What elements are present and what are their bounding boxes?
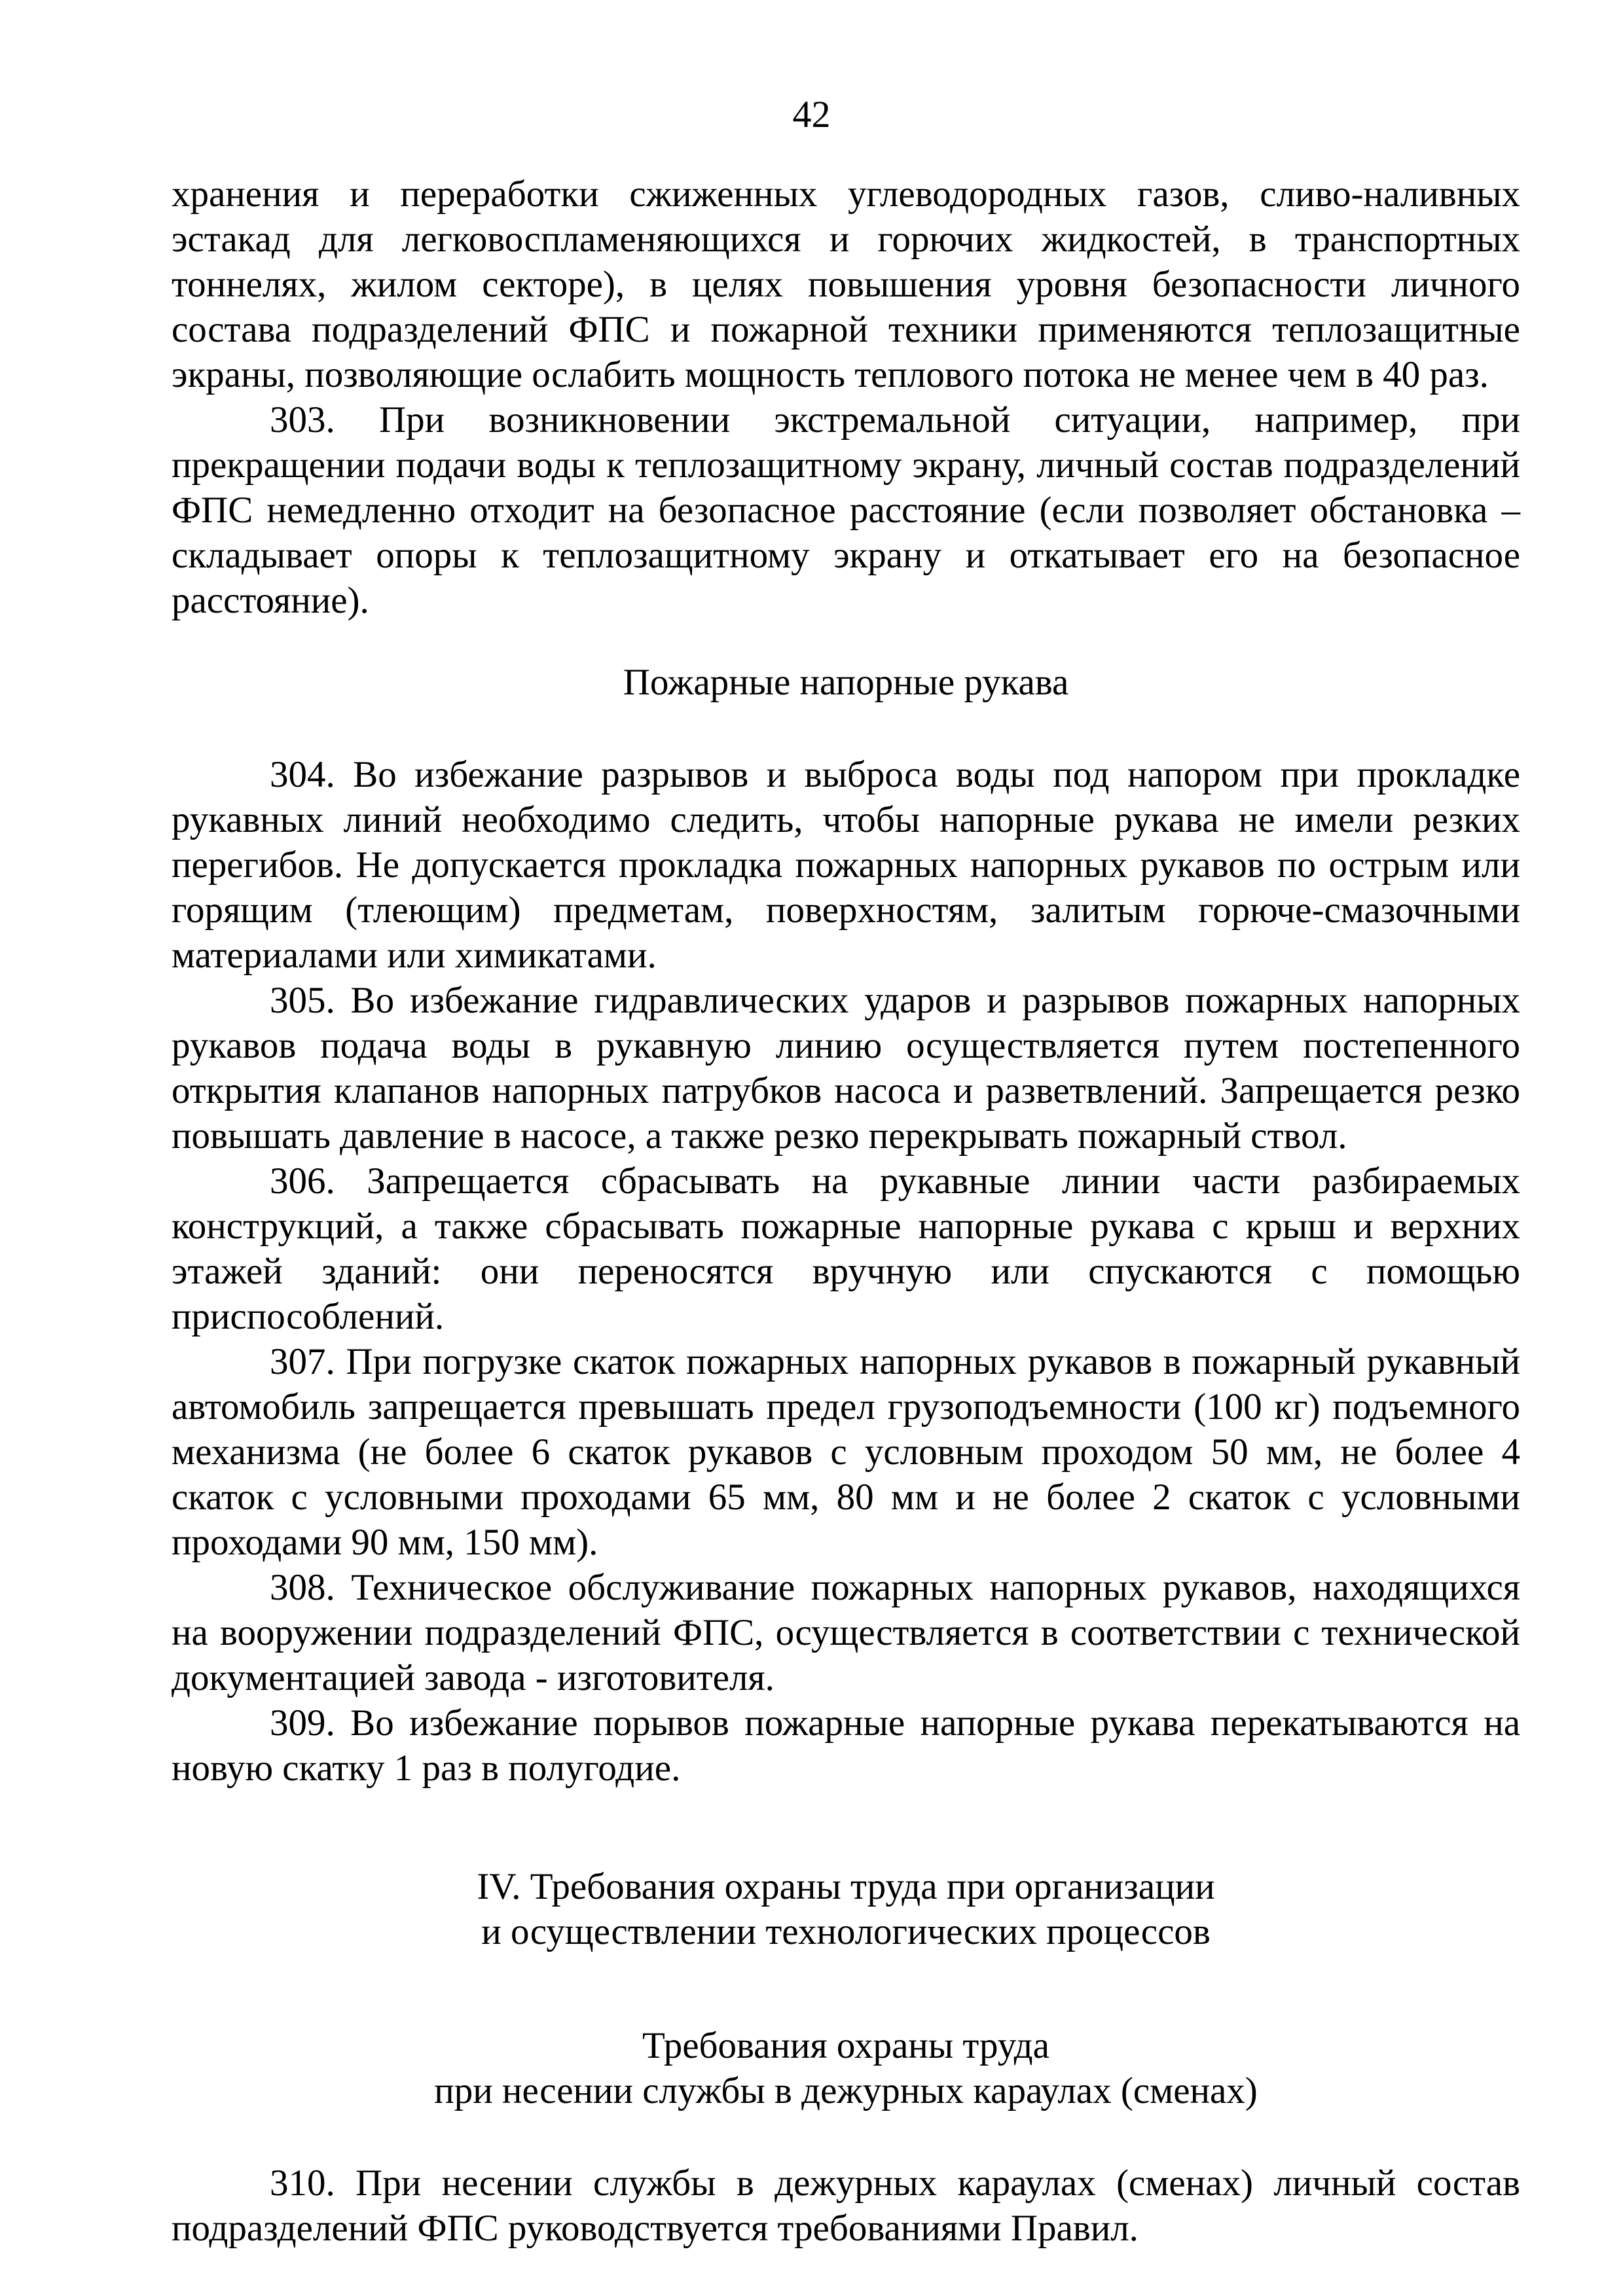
- page-number: 42: [792, 93, 831, 135]
- paragraph-310: 310. При несении службы в дежурных караулах (сменах) личный состав подразделений ФПС руководствуется требованиями Правил.: [172, 2162, 1520, 2249]
- paragraph-309: 309. Во избежание порывов пожарные напорные рукава перекатываются на новую скатку 1 раз в полугодие.: [172, 1702, 1520, 1789]
- section-heading-line-1: IV. Требования охраны труда при организации: [477, 1866, 1215, 1907]
- heading-fire-hoses: Пожарные напорные рукава: [623, 662, 1069, 703]
- section-heading-line-2: и осуществлении технологических процессов: [481, 1911, 1211, 1952]
- paragraph-308: 308. Техническое обслуживание пожарных напорных рукавов, находящихся на вооружении подразделений ФПС, осуществляется в соответствии с технической документацией завода - изготовителя.: [172, 1567, 1520, 1698]
- paragraph-305: 305. Во избежание гидравлических ударов и разрывов пожарных напорных рукавов подача воды в рукавную линию осуществляется путем постепенного открытия клапанов напорных патрубков насоса и разветвлений. Запрещается резко повышать давление в насосе, а также резко перекрывать пожарный ствол.: [172, 980, 1520, 1157]
- paragraph-307: 307. При погрузке скаток пожарных напорных рукавов в пожарный рукавный автомобиль запрещается превышать предел грузоподъемности (100 кг) подъемного механизма (не более 6 скаток рукавов с условным проходом 50 мм, не более 4 скаток с условными проходами 65 мм, 80 мм и не более 2 скаток с условными проходами 90 мм, 150 мм).: [172, 1341, 1520, 1563]
- paragraph-303: 303. При возникновении экстремальной ситуации, например, при прекращении подачи воды к теплозащитному экрану, личный состав подразделений ФПС немедленно отходит на безопасное расстояние (если позволяет обстановка – складывает опоры к теплозащитному экрану и откатывает его на безопасное расстояние).: [172, 399, 1520, 621]
- paragraph-306: 306. Запрещается сбрасывать на рукавные линии части разбираемых конструкций, а также сбрасывать пожарные напорные рукава с крыш и верхних этажей зданий: они переносятся вручную или спускаются с помощью приспособлений.: [172, 1160, 1520, 1337]
- paragraph-continuation: хранения и переработки сжиженных углеводородных газов, сливо-наливных эстакад для легковоспламеняющихся и горючих жидкостей, в транспортных тоннелях, жилом секторе), в целях повышения уровня безопасности личного состава подразделений ФПС и пожарной техники применяются теплозащитные экраны, позволяющие ослабить мощность теплового потока не менее чем в 40 раз.: [172, 173, 1520, 395]
- paragraph-304: 304. Во избежание разрывов и выброса воды под напором при прокладке рукавных линий необходимо следить, чтобы напорные рукава не имели резких перегибов. Не допускается прокладка пожарных напорных рукавов по острым или горящим (тлеющим) предметам, поверхностям, залитым горюче-смазочными материалами или химикатами.: [172, 754, 1520, 976]
- document-body: [172, 171, 1520, 2251]
- subsection-heading-line-2: при несении службы в дежурных караулах (сменах): [434, 2070, 1258, 2111]
- subsection-heading-line-1: Требования охраны труда: [642, 2025, 1049, 2066]
